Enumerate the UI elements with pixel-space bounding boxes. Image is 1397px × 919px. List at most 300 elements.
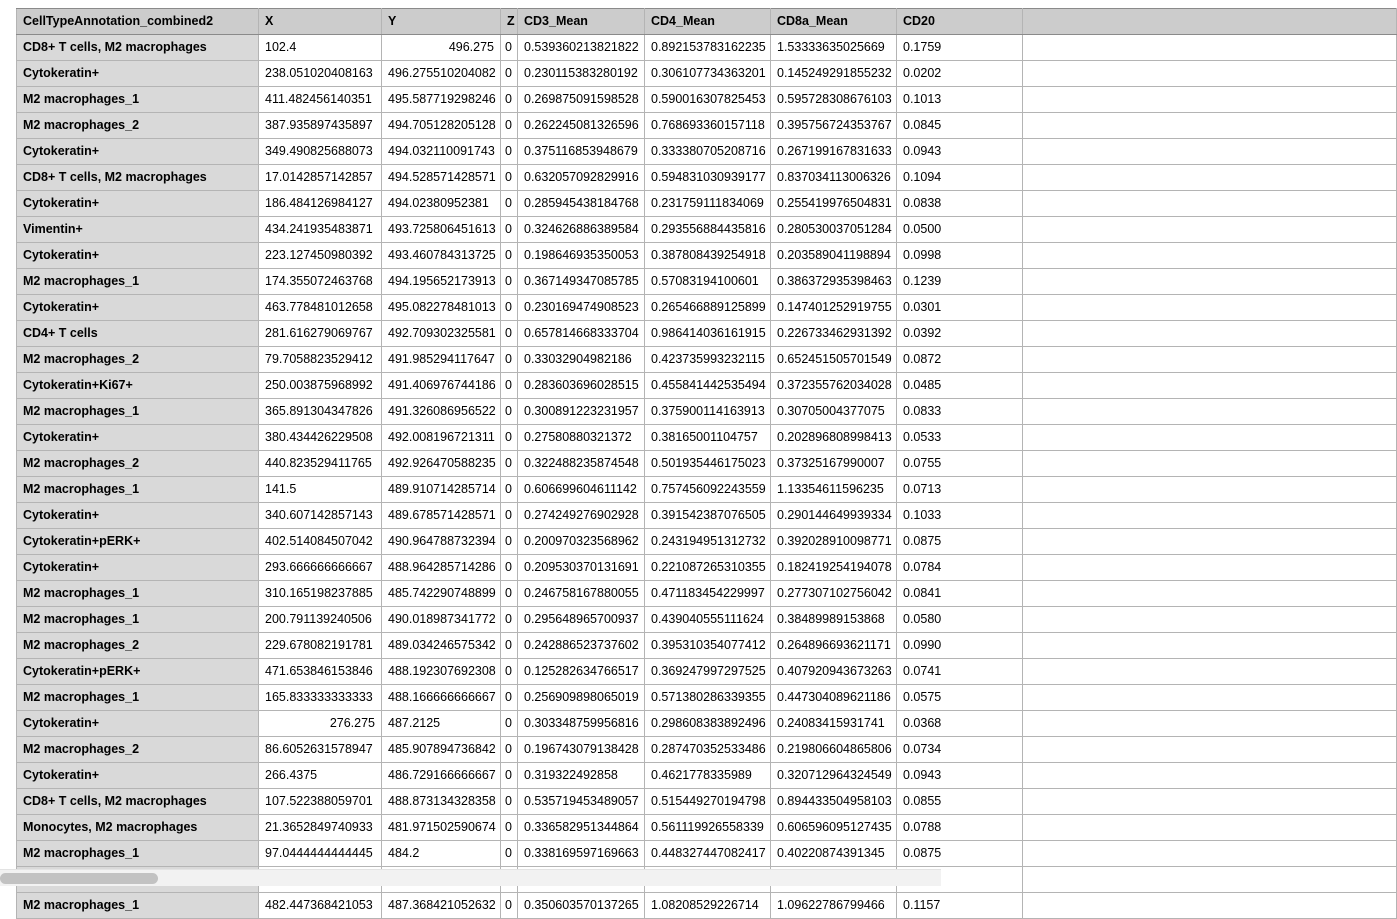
cell-y[interactable]: 491.326086956522	[382, 399, 501, 425]
cell-cd8a-mean[interactable]: 0.447304089621186	[771, 685, 897, 711]
horizontal-scrollbar[interactable]	[0, 869, 941, 886]
cell-cd8a-mean[interactable]: 0.38489989153868	[771, 607, 897, 633]
cell-celltypeannotation[interactable]: Cytokeratin+	[17, 711, 259, 737]
cell-y[interactable]: 494.02380952381	[382, 191, 501, 217]
cell-cd3-mean[interactable]: 0.322488235874548	[518, 451, 645, 477]
table-row[interactable]	[17, 191, 1397, 217]
column-header-cd20[interactable]: CD20	[897, 9, 1023, 35]
cell-x[interactable]: 97.0444444444445	[259, 841, 382, 867]
cell-x[interactable]: 174.355072463768	[259, 269, 382, 295]
cell-cd4-mean[interactable]: 0.757456092243559	[645, 477, 771, 503]
cell-x[interactable]: 17.0142857142857	[259, 165, 382, 191]
cell-celltypeannotation[interactable]: Monocytes, M2 macrophages	[17, 815, 259, 841]
cell-cd20[interactable]: 0.0841	[897, 581, 1023, 607]
cell-cd8a-mean[interactable]: 1.13354611596235	[771, 477, 897, 503]
cell-celltypeannotation[interactable]: Cytokeratin+	[17, 425, 259, 451]
cell-x[interactable]: 340.607142857143	[259, 503, 382, 529]
cell-cd20[interactable]: 0.0485	[897, 373, 1023, 399]
cell-z[interactable]: 0	[501, 243, 518, 269]
cell-cd4-mean[interactable]: 0.265466889125899	[645, 295, 771, 321]
cell-cd3-mean[interactable]: 0.375116853948679	[518, 139, 645, 165]
column-header-celltypeannotation[interactable]: CellTypeAnnotation_combined2	[17, 9, 259, 35]
cell-cd3-mean[interactable]: 0.262245081326596	[518, 113, 645, 139]
cell-cd8a-mean[interactable]: 0.386372935398463	[771, 269, 897, 295]
table-row[interactable]	[17, 373, 1397, 399]
cell-cd20[interactable]: 0.0202	[897, 61, 1023, 87]
cell-cd20[interactable]: 0.1033	[897, 503, 1023, 529]
cell-x[interactable]: 276.275	[259, 711, 382, 737]
cell-cd4-mean[interactable]: 0.57083194100601	[645, 269, 771, 295]
cell-x[interactable]: 86.6052631578947	[259, 737, 382, 763]
cell-z[interactable]: 0	[501, 607, 518, 633]
cell-celltypeannotation[interactable]: Cytokeratin+pERK+	[17, 659, 259, 685]
cell-celltypeannotation[interactable]: M2 macrophages_1	[17, 607, 259, 633]
cell-celltypeannotation[interactable]: CD8+ T cells, M2 macrophages	[17, 165, 259, 191]
cell-cd20[interactable]: 0.0833	[897, 399, 1023, 425]
cell-x[interactable]: 434.241935483871	[259, 217, 382, 243]
table-scroll-viewport[interactable]	[16, 8, 942, 912]
cell-cd20[interactable]: 0.0943	[897, 139, 1023, 165]
cell-y[interactable]: 488.964285714286	[382, 555, 501, 581]
table-row[interactable]	[17, 35, 1397, 61]
cell-z[interactable]: 0	[501, 191, 518, 217]
table-row[interactable]	[17, 737, 1397, 763]
cell-cd3-mean[interactable]: 0.242886523737602	[518, 633, 645, 659]
cell-cd8a-mean[interactable]: 0.395756724353767	[771, 113, 897, 139]
cell-cd3-mean[interactable]: 0.283603696028515	[518, 373, 645, 399]
cell-z[interactable]: 0	[501, 659, 518, 685]
cell-x[interactable]: 21.3652849740933	[259, 815, 382, 841]
cell-cd8a-mean[interactable]: 0.226733462931392	[771, 321, 897, 347]
table-row[interactable]	[17, 321, 1397, 347]
cell-cd8a-mean[interactable]: 0.30705004377075	[771, 399, 897, 425]
table-row[interactable]	[17, 295, 1397, 321]
cell-z[interactable]: 0	[501, 35, 518, 61]
cell-cd8a-mean[interactable]: 1.53333635025669	[771, 35, 897, 61]
cell-y[interactable]: 493.460784313725	[382, 243, 501, 269]
cell-cd20[interactable]: 0.1157	[897, 893, 1023, 919]
table-row[interactable]	[17, 685, 1397, 711]
table-row[interactable]	[17, 139, 1397, 165]
cell-z[interactable]: 0	[501, 633, 518, 659]
cell-z[interactable]: 0	[501, 763, 518, 789]
cell-cd20[interactable]: 0.0741	[897, 659, 1023, 685]
cell-cd20[interactable]: 0.0755	[897, 451, 1023, 477]
table-row[interactable]	[17, 399, 1397, 425]
cell-x[interactable]: 102.4	[259, 35, 382, 61]
cell-cd8a-mean[interactable]: 0.24083415931741	[771, 711, 897, 737]
cell-cd4-mean[interactable]: 0.455841442535494	[645, 373, 771, 399]
cell-z[interactable]: 0	[501, 737, 518, 763]
cell-cd4-mean[interactable]: 0.333380705208716	[645, 139, 771, 165]
cell-cd20[interactable]: 0.0838	[897, 191, 1023, 217]
table-row[interactable]	[17, 87, 1397, 113]
cell-z[interactable]: 0	[501, 217, 518, 243]
cell-x[interactable]: 107.522388059701	[259, 789, 382, 815]
cell-cd3-mean[interactable]: 0.324626886389584	[518, 217, 645, 243]
cell-y[interactable]: 494.032110091743	[382, 139, 501, 165]
table-row[interactable]	[17, 763, 1397, 789]
cell-cd3-mean[interactable]: 0.200970323568962	[518, 529, 645, 555]
cell-y[interactable]: 491.985294117647	[382, 347, 501, 373]
cell-y[interactable]: 492.008196721311	[382, 425, 501, 451]
column-header-cd4-mean[interactable]: CD4_Mean	[645, 9, 771, 35]
cell-y[interactable]: 492.926470588235	[382, 451, 501, 477]
cell-cd3-mean[interactable]: 0.274249276902928	[518, 503, 645, 529]
cell-x[interactable]: 266.4375	[259, 763, 382, 789]
cell-y[interactable]: 495.587719298246	[382, 87, 501, 113]
cell-cd3-mean[interactable]: 0.319322492858	[518, 763, 645, 789]
cell-cd3-mean[interactable]: 0.535719453489057	[518, 789, 645, 815]
table-row[interactable]	[17, 113, 1397, 139]
cell-celltypeannotation[interactable]: M2 macrophages_2	[17, 451, 259, 477]
cell-celltypeannotation[interactable]: M2 macrophages_1	[17, 581, 259, 607]
cell-celltypeannotation[interactable]: M2 macrophages_1	[17, 87, 259, 113]
table-row[interactable]	[17, 789, 1397, 815]
cell-cd3-mean[interactable]: 0.209530370131691	[518, 555, 645, 581]
cell-cd20[interactable]: 0.0990	[897, 633, 1023, 659]
cell-celltypeannotation[interactable]: CD8+ T cells, M2 macrophages	[17, 789, 259, 815]
horizontal-scrollbar-thumb[interactable]	[0, 873, 158, 884]
cell-cd4-mean[interactable]: 0.515449270194798	[645, 789, 771, 815]
cell-x[interactable]: 281.616279069767	[259, 321, 382, 347]
cell-z[interactable]: 0	[501, 347, 518, 373]
cell-x[interactable]: 293.666666666667	[259, 555, 382, 581]
cell-z[interactable]: 0	[501, 841, 518, 867]
cell-cd20[interactable]: 0.1239	[897, 269, 1023, 295]
cell-cd4-mean[interactable]: 0.395310354077412	[645, 633, 771, 659]
cell-celltypeannotation[interactable]: CD8+ T cells, M2 macrophages	[17, 35, 259, 61]
cell-cd4-mean[interactable]: 0.221087265310355	[645, 555, 771, 581]
cell-cd20[interactable]: 0.0855	[897, 789, 1023, 815]
cell-y[interactable]: 485.742290748899	[382, 581, 501, 607]
cell-y[interactable]: 494.705128205128	[382, 113, 501, 139]
cell-cd3-mean[interactable]: 0.246758167880055	[518, 581, 645, 607]
cell-celltypeannotation[interactable]: Cytokeratin+	[17, 191, 259, 217]
cell-celltypeannotation[interactable]: Vimentin+	[17, 217, 259, 243]
cell-cd8a-mean[interactable]: 0.320712964324549	[771, 763, 897, 789]
cell-z[interactable]: 0	[501, 425, 518, 451]
cell-x[interactable]: 238.051020408163	[259, 61, 382, 87]
cell-cd3-mean[interactable]: 0.295648965700937	[518, 607, 645, 633]
cell-cd4-mean[interactable]: 0.38165001104757	[645, 425, 771, 451]
cell-celltypeannotation[interactable]: M2 macrophages_1	[17, 399, 259, 425]
cell-z[interactable]: 0	[501, 451, 518, 477]
cell-cd4-mean[interactable]: 0.571380286339355	[645, 685, 771, 711]
cell-y[interactable]: 491.406976744186	[382, 373, 501, 399]
cell-celltypeannotation[interactable]: M2 macrophages_1	[17, 269, 259, 295]
cell-x[interactable]: 482.447368421053	[259, 893, 382, 919]
cell-cd4-mean[interactable]: 0.293556884435816	[645, 217, 771, 243]
cell-celltypeannotation[interactable]: M2 macrophages_2	[17, 113, 259, 139]
cell-cd20[interactable]: 0.0845	[897, 113, 1023, 139]
cell-x[interactable]: 402.514084507042	[259, 529, 382, 555]
cell-cd20[interactable]: 0.0734	[897, 737, 1023, 763]
table-row[interactable]	[17, 607, 1397, 633]
cell-y[interactable]: 490.964788732394	[382, 529, 501, 555]
table-row[interactable]	[17, 477, 1397, 503]
cell-cd20[interactable]: 0.0580	[897, 607, 1023, 633]
cell-cd3-mean[interactable]: 0.33032904982186	[518, 347, 645, 373]
cell-cd4-mean[interactable]: 1.08208529226714	[645, 893, 771, 919]
cell-cd4-mean[interactable]: 0.231759111834069	[645, 191, 771, 217]
cell-y[interactable]: 488.873134328358	[382, 789, 501, 815]
table-row[interactable]	[17, 61, 1397, 87]
cell-cd8a-mean[interactable]: 0.255419976504831	[771, 191, 897, 217]
cell-z[interactable]: 0	[501, 815, 518, 841]
cell-x[interactable]: 250.003875968992	[259, 373, 382, 399]
cell-cd8a-mean[interactable]: 0.37325167990007	[771, 451, 897, 477]
cell-celltypeannotation[interactable]: M2 macrophages_1	[17, 841, 259, 867]
cell-cd20[interactable]: 0.0301	[897, 295, 1023, 321]
cell-x[interactable]: 349.490825688073	[259, 139, 382, 165]
cell-cd8a-mean[interactable]: 0.40220874391345	[771, 841, 897, 867]
cell-x[interactable]: 186.484126984127	[259, 191, 382, 217]
table-row[interactable]	[17, 347, 1397, 373]
column-header-x[interactable]: X	[259, 9, 382, 35]
cell-y[interactable]: 490.018987341772	[382, 607, 501, 633]
cell-z[interactable]: 0	[501, 87, 518, 113]
cell-cd3-mean[interactable]: 0.539360213821822	[518, 35, 645, 61]
cell-cd3-mean[interactable]: 0.338169597169663	[518, 841, 645, 867]
table-row[interactable]	[17, 581, 1397, 607]
table-row[interactable]	[17, 269, 1397, 295]
cell-cd4-mean[interactable]: 0.4621778335989	[645, 763, 771, 789]
cell-cd8a-mean[interactable]: 1.09622786799466	[771, 893, 897, 919]
column-header-cd3-mean[interactable]: CD3_Mean	[518, 9, 645, 35]
table-row[interactable]	[17, 425, 1397, 451]
cell-celltypeannotation[interactable]: Cytokeratin+	[17, 139, 259, 165]
cell-celltypeannotation[interactable]: Cytokeratin+	[17, 503, 259, 529]
cell-y[interactable]: 496.275	[382, 35, 501, 61]
cell-celltypeannotation[interactable]: Cytokeratin+	[17, 61, 259, 87]
cell-x[interactable]: 141.5	[259, 477, 382, 503]
cell-y[interactable]: 485.907894736842	[382, 737, 501, 763]
cell-cd4-mean[interactable]: 0.561119926558339	[645, 815, 771, 841]
cell-cd8a-mean[interactable]: 0.280530037051284	[771, 217, 897, 243]
cell-z[interactable]: 0	[501, 789, 518, 815]
cell-cd8a-mean[interactable]: 0.894433504958103	[771, 789, 897, 815]
cell-cd8a-mean[interactable]: 0.652451505701549	[771, 347, 897, 373]
cell-cd4-mean[interactable]: 0.287470352533486	[645, 737, 771, 763]
cell-z[interactable]: 0	[501, 685, 518, 711]
cell-cd3-mean[interactable]: 0.300891223231957	[518, 399, 645, 425]
column-header-y[interactable]: Y	[382, 9, 501, 35]
cell-cd4-mean[interactable]: 0.387808439254918	[645, 243, 771, 269]
cell-cd20[interactable]: 0.0943	[897, 763, 1023, 789]
cell-celltypeannotation[interactable]: M2 macrophages_2	[17, 633, 259, 659]
cell-cd8a-mean[interactable]: 0.203589041198894	[771, 243, 897, 269]
cell-cd4-mean[interactable]: 0.590016307825453	[645, 87, 771, 113]
cell-y[interactable]: 487.2125	[382, 711, 501, 737]
cell-cd8a-mean[interactable]: 0.392028910098771	[771, 529, 897, 555]
cell-cd8a-mean[interactable]: 0.219806604865806	[771, 737, 897, 763]
cell-cd20[interactable]: 0.0368	[897, 711, 1023, 737]
cell-y[interactable]: 489.678571428571	[382, 503, 501, 529]
cell-z[interactable]: 0	[501, 503, 518, 529]
cell-z[interactable]: 0	[501, 893, 518, 919]
cell-celltypeannotation[interactable]: M2 macrophages_2	[17, 347, 259, 373]
table-row[interactable]	[17, 217, 1397, 243]
cell-celltypeannotation[interactable]: Cytokeratin+	[17, 763, 259, 789]
cell-y[interactable]: 495.082278481013	[382, 295, 501, 321]
cell-x[interactable]: 440.823529411765	[259, 451, 382, 477]
cell-cd4-mean[interactable]: 0.391542387076505	[645, 503, 771, 529]
cell-celltypeannotation[interactable]: M2 macrophages_1	[17, 477, 259, 503]
table-row[interactable]	[17, 893, 1397, 919]
cell-cd4-mean[interactable]: 0.448327447082417	[645, 841, 771, 867]
cell-cd4-mean[interactable]: 0.369247997297525	[645, 659, 771, 685]
cell-celltypeannotation[interactable]: Cytokeratin+Ki67+	[17, 373, 259, 399]
cell-cd3-mean[interactable]: 0.350603570137265	[518, 893, 645, 919]
cell-celltypeannotation[interactable]: Cytokeratin+	[17, 243, 259, 269]
cell-y[interactable]: 486.729166666667	[382, 763, 501, 789]
cell-cd4-mean[interactable]: 0.423735993232115	[645, 347, 771, 373]
cell-celltypeannotation[interactable]: Cytokeratin+	[17, 555, 259, 581]
cell-z[interactable]: 0	[501, 373, 518, 399]
cell-cd3-mean[interactable]: 0.606699604611142	[518, 477, 645, 503]
cell-cd4-mean[interactable]: 0.892153783162235	[645, 35, 771, 61]
cell-cd4-mean[interactable]: 0.243194951312732	[645, 529, 771, 555]
cell-z[interactable]: 0	[501, 321, 518, 347]
cell-cd20[interactable]: 0.0575	[897, 685, 1023, 711]
cell-z[interactable]: 0	[501, 581, 518, 607]
cell-cd3-mean[interactable]: 0.196743079138428	[518, 737, 645, 763]
cell-cd8a-mean[interactable]: 0.290144649939334	[771, 503, 897, 529]
cell-z[interactable]: 0	[501, 269, 518, 295]
cell-z[interactable]: 0	[501, 295, 518, 321]
cell-cd3-mean[interactable]: 0.125282634766517	[518, 659, 645, 685]
cell-cd20[interactable]: 0.1013	[897, 87, 1023, 113]
cell-y[interactable]: 494.528571428571	[382, 165, 501, 191]
table-row[interactable]	[17, 451, 1397, 477]
cell-cd4-mean[interactable]: 0.298608383892496	[645, 711, 771, 737]
cell-x[interactable]: 387.935897435897	[259, 113, 382, 139]
cell-cd8a-mean[interactable]: 0.407920943673263	[771, 659, 897, 685]
cell-y[interactable]: 481.971502590674	[382, 815, 501, 841]
cell-cd3-mean[interactable]: 0.336582951344864	[518, 815, 645, 841]
cell-cd8a-mean[interactable]: 0.147401252919755	[771, 295, 897, 321]
cell-y[interactable]: 496.275510204082	[382, 61, 501, 87]
cell-celltypeannotation[interactable]: Cytokeratin+	[17, 295, 259, 321]
table-row[interactable]	[17, 633, 1397, 659]
cell-z[interactable]: 0	[501, 529, 518, 555]
cell-y[interactable]: 484.2	[382, 841, 501, 867]
cell-cd20[interactable]: 0.0998	[897, 243, 1023, 269]
cell-cd3-mean[interactable]: 0.657814668333704	[518, 321, 645, 347]
cell-x[interactable]: 79.7058823529412	[259, 347, 382, 373]
cell-cd3-mean[interactable]: 0.230115383280192	[518, 61, 645, 87]
cell-x[interactable]: 380.434426229508	[259, 425, 382, 451]
cell-x[interactable]: 310.165198237885	[259, 581, 382, 607]
cell-cd20[interactable]: 0.1094	[897, 165, 1023, 191]
cell-cd3-mean[interactable]: 0.303348759956816	[518, 711, 645, 737]
cell-y[interactable]: 489.034246575342	[382, 633, 501, 659]
cell-x[interactable]: 463.778481012658	[259, 295, 382, 321]
cell-cd3-mean[interactable]: 0.27580880321372	[518, 425, 645, 451]
cell-cd8a-mean[interactable]: 0.145249291855232	[771, 61, 897, 87]
table-row[interactable]	[17, 503, 1397, 529]
cell-y[interactable]: 494.195652173913	[382, 269, 501, 295]
cell-x[interactable]: 229.678082191781	[259, 633, 382, 659]
table-row[interactable]	[17, 659, 1397, 685]
cell-celltypeannotation[interactable]: M2 macrophages_1	[17, 893, 259, 919]
cell-cd8a-mean[interactable]: 0.264896693621171	[771, 633, 897, 659]
cell-z[interactable]: 0	[501, 139, 518, 165]
table-row[interactable]	[17, 841, 1397, 867]
cell-z[interactable]: 0	[501, 165, 518, 191]
cell-cd20[interactable]: 0.0872	[897, 347, 1023, 373]
cell-x[interactable]: 165.833333333333	[259, 685, 382, 711]
cell-cd4-mean[interactable]: 0.375900114163913	[645, 399, 771, 425]
cell-cd20[interactable]: 0.0500	[897, 217, 1023, 243]
cell-cd8a-mean[interactable]: 0.267199167831633	[771, 139, 897, 165]
table-row[interactable]	[17, 243, 1397, 269]
cell-cd20[interactable]: 0.0533	[897, 425, 1023, 451]
cell-cd3-mean[interactable]: 0.285945438184768	[518, 191, 645, 217]
cell-z[interactable]: 0	[501, 399, 518, 425]
cell-cd3-mean[interactable]: 0.632057092829916	[518, 165, 645, 191]
cell-y[interactable]: 487.368421052632	[382, 893, 501, 919]
column-header-z[interactable]: Z	[501, 9, 518, 35]
cell-z[interactable]: 0	[501, 711, 518, 737]
cell-cd8a-mean[interactable]: 0.606596095127435	[771, 815, 897, 841]
cell-cd3-mean[interactable]: 0.256909898065019	[518, 685, 645, 711]
cell-y[interactable]: 493.725806451613	[382, 217, 501, 243]
cell-celltypeannotation[interactable]: M2 macrophages_2	[17, 737, 259, 763]
cell-x[interactable]: 471.653846153846	[259, 659, 382, 685]
cell-x[interactable]: 411.482456140351	[259, 87, 382, 113]
cell-cd3-mean[interactable]: 0.269875091598528	[518, 87, 645, 113]
cell-cd20[interactable]: 0.0875	[897, 529, 1023, 555]
cell-z[interactable]: 0	[501, 113, 518, 139]
table-row[interactable]	[17, 555, 1397, 581]
table-row[interactable]	[17, 165, 1397, 191]
cell-cd4-mean[interactable]: 0.306107734363201	[645, 61, 771, 87]
cell-cd3-mean[interactable]: 0.230169474908523	[518, 295, 645, 321]
table-row[interactable]	[17, 711, 1397, 737]
cell-cd20[interactable]: 0.0784	[897, 555, 1023, 581]
cell-cd3-mean[interactable]: 0.367149347085785	[518, 269, 645, 295]
cell-x[interactable]: 200.791139240506	[259, 607, 382, 633]
cell-cd4-mean[interactable]: 0.986414036161915	[645, 321, 771, 347]
cell-cd8a-mean[interactable]: 0.202896808998413	[771, 425, 897, 451]
cell-cd8a-mean[interactable]: 0.595728308676103	[771, 87, 897, 113]
cell-cd20[interactable]: 0.0392	[897, 321, 1023, 347]
cell-celltypeannotation[interactable]: Cytokeratin+pERK+	[17, 529, 259, 555]
column-header-cd8a-mean[interactable]: CD8a_Mean	[771, 9, 897, 35]
cell-z[interactable]: 0	[501, 555, 518, 581]
cell-cd8a-mean[interactable]: 0.182419254194078	[771, 555, 897, 581]
cell-x[interactable]: 365.891304347826	[259, 399, 382, 425]
cell-cd4-mean[interactable]: 0.471183454229997	[645, 581, 771, 607]
cell-cd20[interactable]: 0.0713	[897, 477, 1023, 503]
cell-y[interactable]: 488.192307692308	[382, 659, 501, 685]
cell-cd20[interactable]: 0.1759	[897, 35, 1023, 61]
cell-y[interactable]: 489.910714285714	[382, 477, 501, 503]
cell-z[interactable]: 0	[501, 61, 518, 87]
cell-celltypeannotation[interactable]: CD4+ T cells	[17, 321, 259, 347]
cell-z[interactable]: 0	[501, 477, 518, 503]
table-row[interactable]	[17, 529, 1397, 555]
cell-cd20[interactable]: 0.0788	[897, 815, 1023, 841]
cell-cd3-mean[interactable]: 0.198646935350053	[518, 243, 645, 269]
cell-cd20[interactable]: 0.0875	[897, 841, 1023, 867]
cell-cd4-mean[interactable]: 0.501935446175023	[645, 451, 771, 477]
table-row[interactable]	[17, 815, 1397, 841]
cell-cd4-mean[interactable]: 0.439040555111624	[645, 607, 771, 633]
cell-x[interactable]: 223.127450980392	[259, 243, 382, 269]
